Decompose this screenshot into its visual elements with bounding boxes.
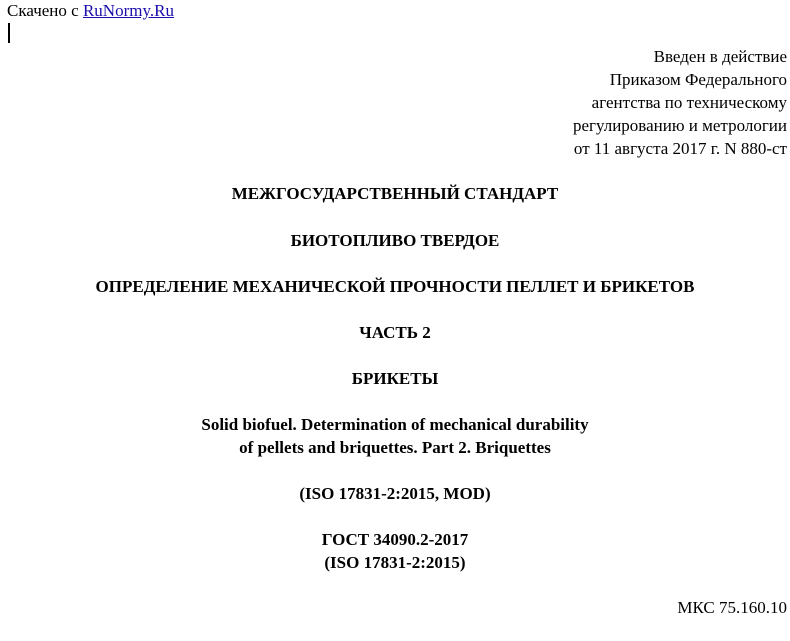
source-prefix: Скачено с <box>7 1 83 20</box>
standard-part: ЧАСТЬ 2 <box>359 323 431 342</box>
approval-line: от 11 августа 2017 г. N 880-ст <box>573 139 787 158</box>
approval-line: агентства по техническому <box>591 93 787 112</box>
english-title-line-1: Solid biofuel. Determination of mechanical durability <box>201 415 589 434</box>
standard-title-1: БИОТОПЛИВО ТВЕРДОЕ <box>290 231 500 250</box>
mks-code: МКС 75.160.10 <box>677 598 787 617</box>
iso-mod-reference: (ISO 17831-2:2015, MOD) <box>299 484 491 503</box>
standard-title-2: ОПРЕДЕЛЕНИЕ МЕХАНИЧЕСКОЙ ПРОЧНОСТИ ПЕЛЛЕТ И БРИКЕТОВ <box>95 277 695 296</box>
gost-number: ГОСТ 34090.2-2017 <box>321 530 469 549</box>
source-link[interactable]: RuNormy.Ru <box>82 1 174 20</box>
source-line <box>7 1 174 21</box>
approval-block <box>573 45 787 160</box>
text-cursor <box>8 23 10 43</box>
standard-part-title: БРИКЕТЫ <box>351 369 439 388</box>
english-title-line-2: of pellets and briquettes. Part 2. Briquettes <box>239 438 551 457</box>
approval-line: Приказом Федерального <box>609 70 787 89</box>
approval-line: Введен в действие <box>653 47 787 66</box>
approval-line: регулированию и метрологии <box>572 116 787 135</box>
standard-type: МЕЖГОСУДАРСТВЕННЫЙ СТАНДАРТ <box>231 184 559 203</box>
iso-reference: (ISO 17831-2:2015) <box>324 553 466 572</box>
